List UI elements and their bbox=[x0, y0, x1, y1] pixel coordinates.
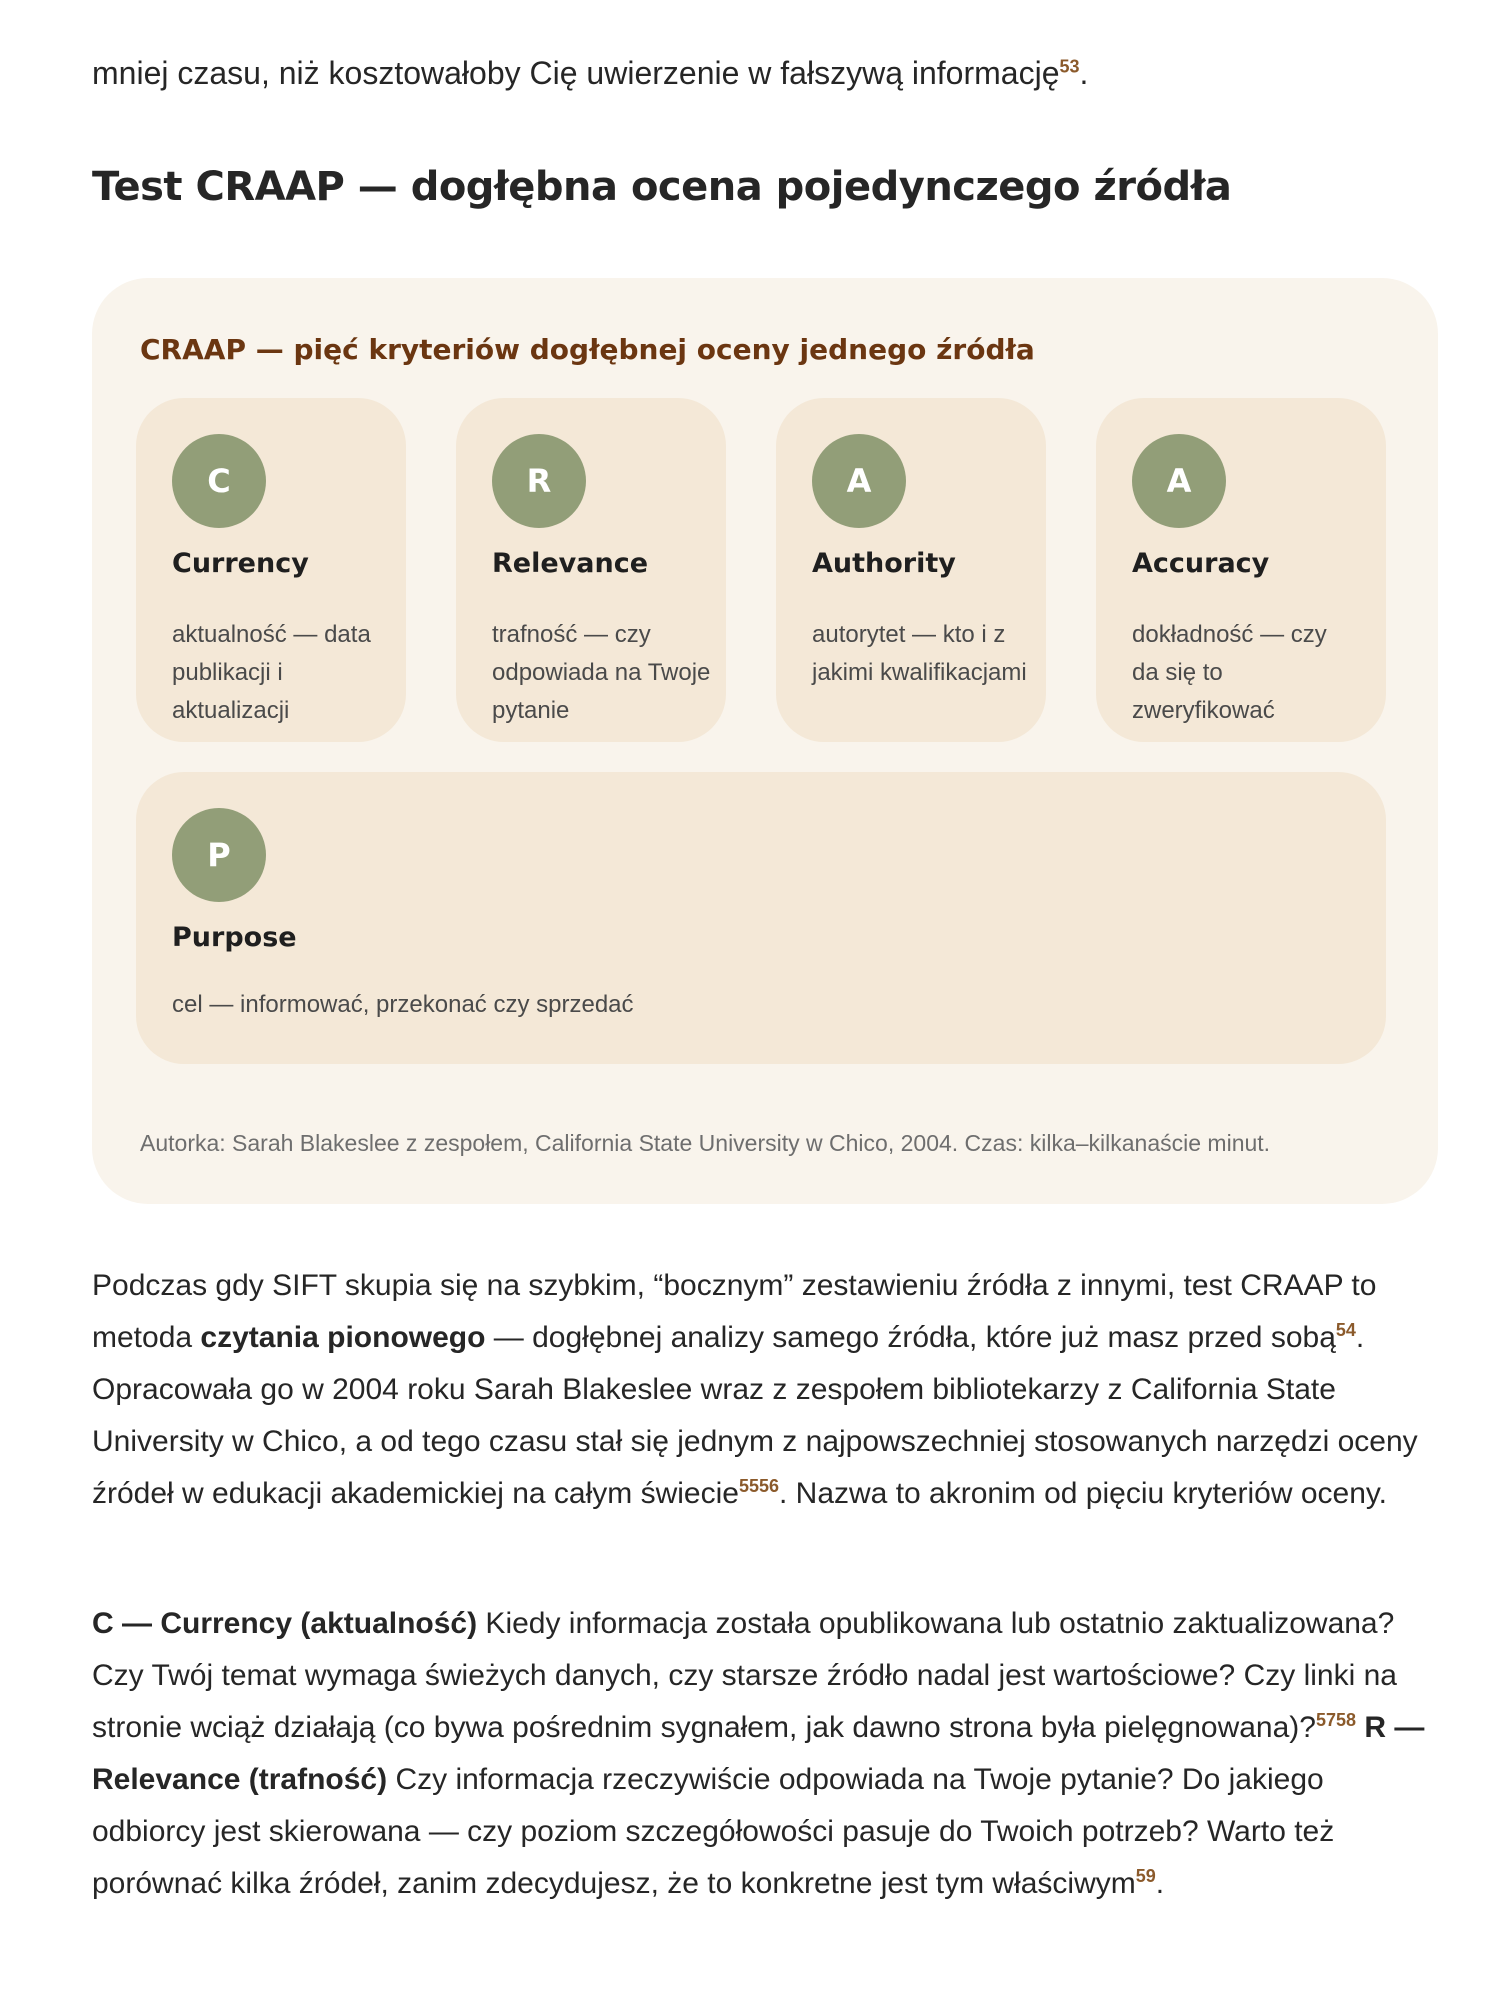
letter-badge: A bbox=[1132, 434, 1226, 528]
section-title: Test CRAAP — dogłębna ocena pojedynczego źródła bbox=[92, 164, 1232, 210]
lead-end: . bbox=[1079, 55, 1089, 91]
text-span: Kiedy informacja została opublikowana lub ostatnio zaktualizowana? Czy Twój temat wymaga świeżych danych, czy starsze źródło nadal jest wartościowe? Czy linki na stronie wciąż działają (co bywa pośrednim sygnałem, jak dawno strona była pielęgnowana)? bbox=[92, 1607, 1397, 1744]
card-title: Purpose bbox=[172, 922, 297, 953]
text-span: — dogłębnej analizy samego źródła, które już masz przed sobą bbox=[485, 1321, 1336, 1354]
card-description: autorytet — kto i z jakimi kwalifikacjami bbox=[812, 621, 1027, 686]
text-span: Czy informacja rzeczywiście odpowiada na Twoje pytanie? Do jakiego odbiorcy jest skierowana — czy poziom szczegółowości pasuje do Twoich potrzeb? Warto też porównać kilka źródeł, zanim zdecydujesz, że to konkretne jest tym właściwym bbox=[92, 1763, 1335, 1900]
letter-badge: C bbox=[172, 434, 266, 528]
bold-term: C — Currency (aktualność) bbox=[92, 1607, 478, 1640]
card-purpose bbox=[136, 772, 1386, 1064]
letter-badge: R bbox=[492, 434, 586, 528]
card-description: trafność — czy odpowiada na Twoje pytanie bbox=[492, 621, 711, 724]
paragraph-criteria bbox=[92, 1598, 1442, 1910]
bold-term: czytania pionowego bbox=[200, 1321, 486, 1354]
card-description: dokładność — czy da się to zweryfikować bbox=[1132, 621, 1327, 724]
letter-badge: P bbox=[172, 808, 266, 902]
text-span: Podczas gdy SIFT skupia się na szybkim, “bocznym” zestawieniu źródła z innymi, test CRAAP to metoda bbox=[92, 1269, 1377, 1354]
footnote-ref[interactable]: 54 bbox=[1335, 1320, 1356, 1340]
card-description: aktualność — data publikacji i aktualizacji bbox=[172, 621, 371, 724]
letter-badge: A bbox=[812, 434, 906, 528]
card-description: cel — informować, przekonać czy sprzedać bbox=[172, 991, 634, 1018]
text-span: . Nazwa to akronim od pięciu kryteriów oceny. bbox=[778, 1477, 1388, 1510]
card-relevance bbox=[456, 398, 726, 742]
footnote-ref[interactable]: 5758 bbox=[1315, 1710, 1357, 1730]
figure-caption: Autorka: Sarah Blakeslee z zespołem, California State University w Chico, 2004. Czas: kilka–kilkanaście minut. bbox=[140, 1130, 1271, 1156]
figure-title: CRAAP — pięć kryteriów dogłębnej oceny jednego źródła bbox=[140, 333, 1035, 366]
footnote-ref[interactable]: 5556 bbox=[738, 1476, 779, 1496]
bold-term: R — Relevance (trafność) bbox=[92, 1711, 1425, 1796]
card-title: Authority bbox=[812, 548, 956, 579]
card-title: Accuracy bbox=[1132, 548, 1270, 579]
paragraph-intro bbox=[92, 1260, 1442, 1520]
card-accuracy bbox=[1096, 398, 1386, 742]
card-title: Currency bbox=[172, 548, 309, 579]
lead-text: mniej czasu, niż kosztowałoby Cię uwierzenie w fałszywą informację bbox=[92, 55, 1060, 91]
footnote-ref[interactable]: 59 bbox=[1135, 1866, 1156, 1886]
card-currency bbox=[136, 398, 406, 742]
text-span: . bbox=[1155, 1867, 1165, 1900]
card-title: Relevance bbox=[492, 548, 649, 579]
footnote-ref[interactable]: 53 bbox=[1059, 56, 1080, 77]
card-authority bbox=[776, 398, 1046, 742]
text-span: . Opracowała go w 2004 roku Sarah Blakeslee wraz z zespołem bibliotekarzy z California State University w Chico, a od tego czasu stał się jednym z najpowszechniej stosowanych narzędzi oceny źródeł w edukacji akademickiej na całym świecie bbox=[92, 1321, 1418, 1510]
lead-paragraph bbox=[92, 52, 1088, 94]
craap-figure bbox=[92, 278, 1438, 1204]
